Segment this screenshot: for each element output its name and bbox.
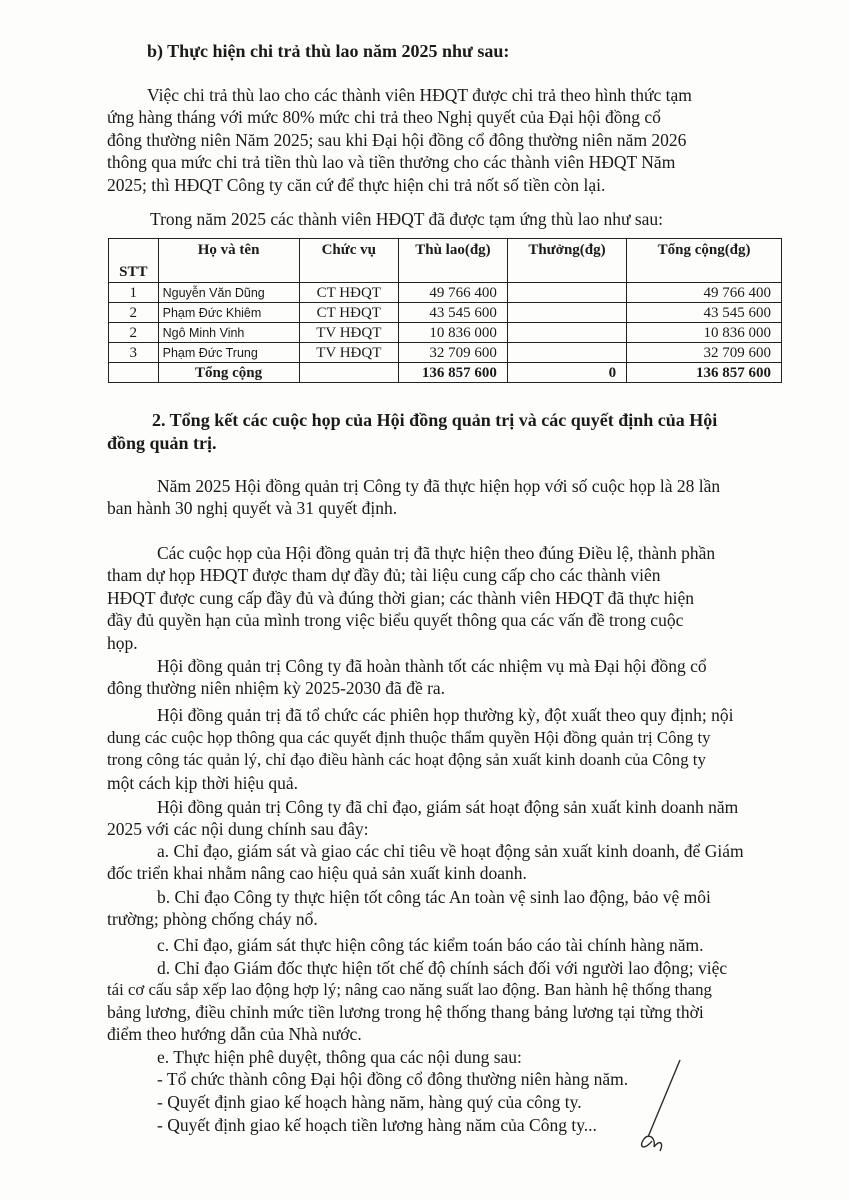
table-row <box>109 303 782 323</box>
cell-role: CT HĐQT <box>299 303 398 323</box>
paragraph-line: trong công tác quản lý, chỉ đạo điều hành các hoạt động sản xuất kinh doanh của Công ty <box>107 750 706 769</box>
table-header-row <box>109 239 782 283</box>
cell-role-empty <box>299 363 398 383</box>
cell-bonus <box>507 323 626 343</box>
paragraph-line: Năm 2025 Hội đồng quản trị Công ty đã thực hiện họp với số cuộc họp là 28 lần <box>157 476 721 496</box>
list-item-d-cont: bảng lương, điều chỉnh mức tiền lương trong hệ thống thang bảng lương tại từng thời <box>107 1002 704 1022</box>
cell-total: 32 709 600 <box>627 343 782 363</box>
header-total: Tổng cộng(đg) <box>627 239 782 283</box>
paragraph-line: đông thường niên Năm 2025; sau khi Đại hội đồng cổ đông thường niên năm 2026 <box>107 130 687 150</box>
header-name: Họ và tên <box>158 239 299 283</box>
remuneration-table <box>108 238 782 383</box>
bullet-item: - Quyết định giao kế hoạch hàng năm, hàng quý của công ty. <box>157 1092 582 1112</box>
cell-bonus <box>507 303 626 323</box>
cell-total: 10 836 000 <box>627 323 782 343</box>
paragraph-line: Hội đồng quản trị Công ty đã chỉ đạo, giám sát hoạt động sản xuất kinh doanh năm <box>157 797 739 817</box>
paragraph-line: ứng hàng tháng với mức 80% mức chi trả theo Nghị quyết của Đại hội đồng cổ <box>107 107 661 127</box>
header-role: Chức vụ <box>299 239 398 283</box>
list-item-d: d. Chỉ đạo Giám đốc thực hiện tốt chế độ chính sách đối với người lao động; việc <box>157 958 728 978</box>
list-item-b: b. Chỉ đạo Công ty thực hiện tốt công tác An toàn vệ sinh lao động, bảo vệ môi <box>157 887 711 907</box>
cell-role: CT HĐQT <box>299 283 398 303</box>
paragraph-line: thông qua mức chi trả tiền thù lao và tiền thưởng cho các thành viên HĐQT Năm <box>107 152 676 172</box>
header-stt: STT <box>109 239 159 283</box>
cell-pay: 10 836 000 <box>399 323 508 343</box>
cell-role: TV HĐQT <box>299 323 398 343</box>
bullet-item: - Tổ chức thành công Đại hội đồng cổ đông thường niên hàng năm. <box>157 1069 629 1089</box>
list-item-c: c. Chỉ đạo, giám sát thực hiện công tác kiểm toán báo cáo tài chính hàng năm. <box>157 935 704 955</box>
paragraph-line: 2025 với các nội dung chính sau đây: <box>107 819 369 839</box>
cell-name: Ngô Minh Vinh <box>158 323 299 343</box>
paragraph-line: Hội đồng quản trị đã tổ chức các phiên họp thường kỳ, đột xuất theo quy định; nội <box>157 705 734 725</box>
initial-signature-mark <box>630 1055 690 1155</box>
cell-role: TV HĐQT <box>299 343 398 363</box>
section-b-heading: b) Thực hiện chi trả thù lao năm 2025 như sau: <box>147 41 510 61</box>
cell-pay: 32 709 600 <box>399 343 508 363</box>
paragraph-line: một cách kịp thời hiệu quả. <box>107 773 299 793</box>
header-pay: Thù lao(đg) <box>399 239 508 283</box>
cell-stt-empty <box>109 363 159 383</box>
bullet-item: - Quyết định giao kế hoạch tiền lương hàng năm của Công ty... <box>157 1115 597 1135</box>
cell-name: Phạm Đức Khiêm <box>158 303 299 323</box>
section-2-heading: 2. Tổng kết các cuộc họp của Hội đồng quản trị và các quyết định của Hội <box>152 410 718 430</box>
cell-total: 43 545 600 <box>627 303 782 323</box>
cell-stt: 2 <box>109 303 159 323</box>
cell-stt: 2 <box>109 323 159 343</box>
list-item-b-cont: trường; phòng chống cháy nổ. <box>107 909 318 929</box>
total-pay: 136 857 600 <box>399 363 508 383</box>
cell-stt: 1 <box>109 283 159 303</box>
paragraph-line: đông thường niên nhiệm kỳ 2025-2030 đã đề ra. <box>107 678 446 698</box>
list-item-d-cont: tái cơ cấu sắp xếp lao động hợp lý; nâng cao năng suất lao động. Ban hành hệ thống thang <box>107 980 712 999</box>
paragraph-line: HĐQT được cung cấp đầy đủ và đúng thời gian; các thành viên HĐQT đã thực hiện <box>107 588 694 608</box>
paragraph-line: đầy đủ quyền hạn của mình trong việc biểu quyết thông qua các vấn đề trong cuộc <box>107 610 684 630</box>
list-item-e: e. Thực hiện phê duyệt, thông qua các nội dung sau: <box>157 1047 522 1067</box>
cell-name: Nguyễn Văn Dũng <box>158 283 299 303</box>
paragraph-line: họp. <box>107 633 138 653</box>
table-row <box>109 343 782 363</box>
list-item-d-cont: điểm theo hướng dẫn của Nhà nước. <box>107 1024 362 1044</box>
section-2-heading-cont: đồng quản trị. <box>107 433 217 453</box>
paragraph-line: Hội đồng quản trị Công ty đã hoàn thành tốt các nhiệm vụ mà Đại hội đồng cổ <box>157 656 707 676</box>
cell-pay: 43 545 600 <box>399 303 508 323</box>
cell-pay: 49 766 400 <box>399 283 508 303</box>
table-total-row <box>109 363 782 383</box>
paragraph-line: ban hành 30 nghị quyết và 31 quyết định. <box>107 498 398 518</box>
total-bonus: 0 <box>507 363 626 383</box>
total-total: 136 857 600 <box>627 363 782 383</box>
cell-bonus <box>507 343 626 363</box>
cell-name: Phạm Đức Trung <box>158 343 299 363</box>
paragraph-line: Các cuộc họp của Hội đồng quản trị đã thực hiện theo đúng Điều lệ, thành phần <box>157 543 716 563</box>
cell-stt: 3 <box>109 343 159 363</box>
paragraph-line: Trong năm 2025 các thành viên HĐQT đã được tạm ứng thù lao như sau: <box>150 209 664 229</box>
table-row <box>109 283 782 303</box>
paragraph-line: dung các cuộc họp thông qua các quyết định thuộc thẩm quyền Hội đồng quản trị Công ty <box>107 728 711 747</box>
table-row <box>109 323 782 343</box>
total-label: Tổng cộng <box>158 363 299 383</box>
paragraph-line: 2025; thì HĐQT Công ty căn cứ để thực hiện chi trả nốt số tiền còn lại. <box>107 175 606 195</box>
list-item-a: a. Chỉ đạo, giám sát và giao các chỉ tiêu về hoạt động sản xuất kinh doanh, để Giám <box>157 841 744 861</box>
cell-total: 49 766 400 <box>627 283 782 303</box>
paragraph-line: tham dự họp HĐQT được tham dự đầy đủ; tài liệu cung cấp cho các thành viên <box>107 565 661 585</box>
paragraph-line: Việc chi trả thù lao cho các thành viên HĐQT được chi trả theo hình thức tạm <box>147 85 692 105</box>
header-bonus: Thưởng(đg) <box>507 239 626 283</box>
list-item-a-cont: đốc triển khai nhằm nâng cao hiệu quả sản xuất kinh doanh. <box>107 863 527 883</box>
cell-bonus <box>507 283 626 303</box>
